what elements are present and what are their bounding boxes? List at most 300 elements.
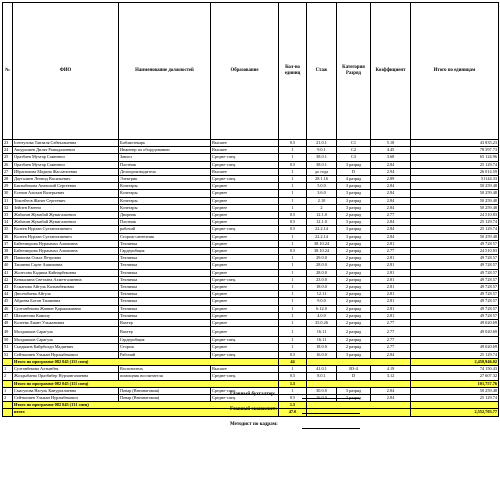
row-position: Повар (Внеанатомия) [119,394,211,401]
row-education: Среднее [211,298,279,305]
row-experience: 18.0.0 [307,284,337,291]
row-category: 3 разряд [337,204,371,211]
row-experience: 35.0.26 [307,320,337,327]
row-rate: 1 [279,147,307,154]
row-experience: 8.0.1 [307,373,337,380]
table-row [3,276,499,283]
row-coefficient: 2.84 [371,233,411,240]
row-rate: 1 [279,269,307,276]
row-experience: 41.0.1 [307,366,337,373]
row-num: 28 [3,176,13,183]
row-rate: 0.5 [279,212,307,219]
row-name: Жолесова Кадиша Кайнарбековна [13,269,119,276]
row-position: Кочегары [119,190,211,197]
row-position: Кочегары [119,204,211,211]
table-row [3,183,499,190]
row-experience: 28.0.0 [307,269,337,276]
row-experience: 9.0.0 [307,298,337,305]
row-coefficient: 2.84 [371,394,411,401]
row-coefficient: 3.12 [371,373,411,380]
row-position: Техничка [119,276,211,283]
header-num: № [3,3,13,140]
row-position: Кочегары [119,183,211,190]
row-num: 23 [3,140,13,147]
row-name: Ісентулова Танзиля Сейтказыевна [13,140,119,147]
row-name: Колеев Нурлан Султангазиевич [13,233,119,240]
row-experience: 28.1.16 [307,176,337,183]
row-rate: 1 [279,305,307,312]
total-sum: 2,552,703.77 [411,409,499,416]
row-education: Среднее [211,291,279,298]
row-education: Средне-спец. [211,387,279,394]
table-row [3,269,499,276]
row-rate: 1 [279,190,307,197]
total-rate: 1.5 [279,380,307,387]
row-position: Гардеробщик [119,248,211,255]
table-row [3,291,499,298]
row-position: Плотник [119,161,211,168]
row-num: 47 [3,312,13,319]
row-total: 49 728.57 [411,262,499,269]
row-coefficient: 4.45 [371,147,411,154]
row-name: Оразбаев Мухтар Самеевич [13,154,119,161]
signature-accountant-label: Главный бухгалтер: [230,392,276,397]
row-coefficient: 5.18 [371,140,411,147]
table-row [3,168,499,175]
row-num: 44 [3,291,13,298]
total-sum: 101,757.76 [411,380,499,387]
row-total: 49 728.57 [411,240,499,247]
table-header-row [3,3,499,140]
row-position: помощник воспитателя [119,373,211,380]
header-position: Наименование должностей [119,3,211,140]
header-education: Образование [211,3,279,140]
row-num: 1 [3,387,13,394]
row-coefficient: 2.81 [371,276,411,283]
table-row [3,298,499,305]
row-rate: 1 [279,387,307,394]
row-education: Среднее [211,305,279,312]
row-rate: 1 [279,168,307,175]
table-row [3,190,499,197]
table-body [3,140,499,417]
row-name: Молдашков Сарагуль [13,337,119,344]
row-coefficient: 2.77 [371,320,411,327]
row-category: 2 разряд [337,284,371,291]
row-category: 2 разряд [337,312,371,319]
row-experience: 16.0.0 [307,351,337,358]
row-num: 36 [3,233,13,240]
table-row [3,204,499,211]
table-row [3,240,499,247]
table-row [3,154,499,161]
row-name: Дауталиев Леонид Васильевич [13,176,119,183]
staff-table [2,2,499,417]
header-category: Категория Разряд [337,3,371,140]
row-experience: 30.0.0 [307,387,337,394]
row-total: 27 607.32 [411,373,499,380]
row-name: Бактыбекова Анатолий Сергеевич [13,183,119,190]
row-coefficient: 3.68 [371,154,411,161]
row-rate: 1 [279,183,307,190]
row-rate: 0.5 [279,219,307,226]
row-rate: 0.5 [279,226,307,233]
row-category: 2 разряд [337,276,371,283]
table-row [3,147,499,154]
row-rate: 1 [279,337,307,344]
row-category: 2 разряд [337,344,371,351]
row-education: Среднее [211,240,279,247]
row-category: 2 разряд [337,320,371,327]
row-total: 51144.33 [411,176,499,183]
row-num: 48 [3,320,13,327]
row-rate: 0.5 [279,248,307,255]
row-rate: 1 [279,276,307,283]
row-experience: 16.11 [307,327,337,337]
row-rate: 1 [279,240,307,247]
row-education: Средне-спец. [211,276,279,283]
row-total: 49 728.57 [411,269,499,276]
row-category: D [337,373,371,380]
row-category: 3 разряд [337,197,371,204]
total-sum: 2,450,946.02 [411,358,499,365]
row-education: Среднее [211,190,279,197]
row-num: 2 [3,394,13,401]
total-label: Итого по программе 082 045 (111 спец) [13,380,279,387]
row-coefficient: 2.84 [371,351,411,358]
row-experience: 38.0.1 [307,161,337,168]
row-education: Среднее [211,284,279,291]
total-blank [3,380,13,387]
row-coefficient: 4.19 [371,366,411,373]
table-row [3,248,499,255]
row-num: 52 [3,351,13,358]
row-position: Техничка [119,269,211,276]
row-experience: 29.0.0 [307,255,337,262]
row-category: 3 разряд [337,219,371,226]
row-total: 24 510.83 [411,212,499,219]
row-num: 30 [3,190,13,197]
row-num: 41 [3,269,13,276]
row-coefficient: 2.84 [371,183,411,190]
row-experience: 3.6.0 [307,190,337,197]
row-total: 43 835.23 [411,140,499,147]
row-category: 4 разряд [337,176,371,183]
table-row [3,219,499,226]
row-name: Зейпен Евгени [13,204,119,211]
row-category: B3-4 [337,366,371,373]
row-position: Вахтер [119,320,211,327]
staff-table-sheet [2,2,498,427]
row-num: 34 [3,219,13,226]
row-category: 2 разряд [337,327,371,337]
row-total: 25 129.74 [411,226,499,233]
row-education: Среднее [211,312,279,319]
row-rate: 1 [279,197,307,204]
row-education: Среднее [211,327,279,337]
total-label: Итого по программе 082 045 (111 спец) [13,358,279,365]
signature-line [302,428,360,429]
row-rate: 0.5 [279,140,307,147]
row-education: Средне-спец. [211,176,279,183]
row-num: 31 [3,197,13,204]
row-education: Среднее [211,183,279,190]
row-num: 49 [3,327,13,337]
total-rate: 47.0 [279,409,307,416]
row-rate: 0.5 [279,394,307,401]
row-coefficient: 2.81 [371,298,411,305]
row-name: Шахметова Камилу [13,312,119,319]
row-education: Среднее [211,269,279,276]
row-total: 49 728.57 [411,312,499,319]
row-experience: 38.10.24 [307,248,337,255]
row-experience: до года [307,168,337,175]
table-row [3,176,499,183]
row-total: 50 259.48 [411,190,499,197]
row-category: 2 разряд [337,291,371,298]
row-name: Есжанова Айгуль Калымбековна [13,284,119,291]
total-rate: 44 [279,358,307,365]
header-total: Итого по единицам [411,3,499,140]
row-name: Сейтказиев Ульжан Нурлыбекович [13,394,119,401]
table-row [3,337,499,344]
row-education: Среднее [211,197,279,204]
row-rate: 0.5 [279,351,307,358]
row-category: C3 [337,154,371,161]
row-experience: 23.0.0 [307,276,337,283]
row-total: 25 129.74 [411,394,499,401]
header-name: ФИО [13,3,119,140]
row-experience: 38.10.24 [307,240,337,247]
row-total: 49 728.57 [411,276,499,283]
row-position: Техничка [119,262,211,269]
row-position: Техничка [119,291,211,298]
row-name: Молдашков Сарагуль [13,327,119,337]
total-rate: 1.5 [279,402,307,409]
header-coefficient: Коэффициент [371,3,411,140]
row-education: Среднее [211,204,279,211]
row-rate: 1 [279,284,307,291]
row-education: Среднее [211,212,279,219]
total-blank [307,402,411,409]
row-education: Высшее [211,140,279,147]
row-category: C1 [337,140,371,147]
row-category: C2 [337,147,371,154]
row-total: 25 129.74 [411,161,499,168]
row-name: Смагулова Нагуль Канургалиевна [13,387,119,394]
row-coefficient: 2.84 [371,226,411,233]
row-coefficient: 2.81 [371,269,411,276]
row-coefficient: 2.81 [371,240,411,247]
table-row [3,284,499,291]
row-category: 3 разряд [337,394,371,401]
row-coefficient: 2.77 [371,337,411,344]
row-education: Средне-спец. [211,351,279,358]
table-row [3,305,499,312]
signature-line [302,413,360,414]
row-coefficient: 2.81 [371,284,411,291]
table-row [3,351,499,358]
table-row [3,255,499,262]
row-coefficient: 2.77 [371,327,411,337]
row-experience: 2.10 [307,197,337,204]
row-rate: 1 [279,255,307,262]
row-num: 1 [3,366,13,373]
row-total: 78 397.73 [411,147,499,154]
row-position: Сторож-сантехник [119,233,211,240]
row-category: 2 разряд [337,240,371,247]
row-rate: 1 [279,366,307,373]
total1-row [3,358,499,365]
row-total: 49 728.57 [411,291,499,298]
signature-line [302,398,360,399]
row-num: 27 [3,168,13,175]
row-experience: 22.2.14 [307,233,337,240]
row-experience: 18.0.0 [307,344,337,351]
row-education: Среднее [211,320,279,327]
row-coefficient: 2.81 [371,255,411,262]
row-experience: 16.11 [307,337,337,344]
row-total: 50 259.48 [411,183,499,190]
total-sum [411,402,499,409]
row-position: Техничка [119,240,211,247]
row-education: Среднее [211,255,279,262]
row-experience: 6.12.0 [307,305,337,312]
row-total: 26 014.59 [411,168,499,175]
row-experience: 21.0.1 [307,140,337,147]
row-experience: 12.1.0 [307,219,337,226]
row-num: 25 [3,154,13,161]
header-experience: Стаж [307,3,337,140]
row-position: Воспитатель [119,366,211,373]
row-name: Токсейтов Жанат Сергеевич [13,197,119,204]
row-position: Техничка [119,312,211,319]
row-rate: 1 [279,291,307,298]
row-name: Жабагин Жумабай Жумагалиевич [13,219,119,226]
row-position: Техничка [119,298,211,305]
row-rate: 1 [279,262,307,269]
row-rate: 1 [279,204,307,211]
row-category: 3 разряд [337,161,371,168]
table-row [3,344,499,351]
row-category: D [337,168,371,175]
row-education: Высшее [211,366,279,373]
row-education: Среднее [211,344,279,351]
row-total: 65 124.96 [411,154,499,161]
total-blank [307,380,411,387]
header-rate: Кол-во единиц [279,3,307,140]
row-rate: 1 [279,312,307,319]
row-category: 3 разряд [337,183,371,190]
row-category: 2 разряд [337,269,371,276]
row-education: Средне-спец. [211,161,279,168]
row-rate: 1 [279,154,307,161]
row-name: Колеев Нурлан Султангазиевич [13,226,119,233]
row-position: Гардеробщик [119,337,211,344]
row-category: 2 разряд [337,337,371,344]
row-name: Дюсембаева Айгуль [13,291,119,298]
row-num: 40 [3,262,13,269]
row-position: Техничка [119,305,211,312]
total-blank [3,402,13,409]
row-name: Колеева Лиант Ульжановна [13,320,119,327]
table-row [3,262,499,269]
row-num: 46 [3,305,13,312]
row-name: Ташиева Сауле Ашимовна [13,262,119,269]
row-experience: 12.11 [307,291,337,298]
total-label: итого [13,409,279,416]
row-rate: 1 [279,344,307,351]
row-total: 74 150.43 [411,366,499,373]
row-total: 24 510.83 [411,248,499,255]
row-position: Инженер по оборудованию [119,147,211,154]
row-rate: 1 [279,320,307,327]
row-category: 3 разряд [337,226,371,233]
row-total: 49 020.69 [411,344,499,351]
row-coefficient: 2.84 [371,190,411,197]
row-education: Высшее [211,168,279,175]
row-num: 43 [3,284,13,291]
row-num: 29 [3,183,13,190]
row-coefficient: 2.84 [371,219,411,226]
table-row [3,373,499,380]
table-row [3,197,499,204]
row-experience: 5.0.0 [307,183,337,190]
row-total: 49 020.69 [411,320,499,327]
row-num: 24 [3,147,13,154]
row-position: Электрик [119,176,211,183]
row-education: Средне-спец. [211,373,279,380]
row-total: 25 129.74 [411,351,499,358]
row-num: 51 [3,344,13,351]
row-name: Ашуралиев Дилят Рашадалиевич [13,147,119,154]
row-experience: 22.2.14 [307,226,337,233]
row-total: 49 020.69 [411,327,499,337]
table-row [3,366,499,373]
row-position: Техничка [119,255,211,262]
row-num: 2 [3,373,13,380]
row-total: 50 259.48 [411,197,499,204]
row-num: 39 [3,255,13,262]
table-row [3,226,499,233]
row-experience: 12.1.0 [307,212,337,219]
row-education: Средне-спец. [211,226,279,233]
signature-economist-label: Главный экономист: [230,407,277,412]
row-name: Кенжалина Светлана Ахметгалиевна [13,276,119,283]
row-name: Султанбекова Алтынбек [13,366,119,373]
row-position: Дворник [119,212,211,219]
row-total: 49 728.57 [411,298,499,305]
row-name: Байтемирова Нуржамал Алимовна [13,240,119,247]
row-name: Оразбаев Мухтар Самеевич [13,161,119,168]
table-row [3,320,499,327]
row-education: Среднее [211,248,279,255]
row-total: 50 259.48 [411,204,499,211]
row-name: Сыздыков Кайрболди Мадиевич [13,344,119,351]
row-coefficient: 2.77 [371,248,411,255]
table-row [3,327,499,337]
row-rate: 1 [279,233,307,240]
row-num: 38 [3,248,13,255]
row-total: 25 129.74 [411,219,499,226]
row-num: 26 [3,161,13,168]
table-row [3,161,499,168]
row-coefficient: 2.81 [371,305,411,312]
row-category: 2 разряд [337,305,371,312]
total-label: Итого по программе 082 045 (131 спец) [13,402,279,409]
row-name: Ибрагимова Мадина Жасланоевна [13,168,119,175]
total-blank [3,409,13,416]
